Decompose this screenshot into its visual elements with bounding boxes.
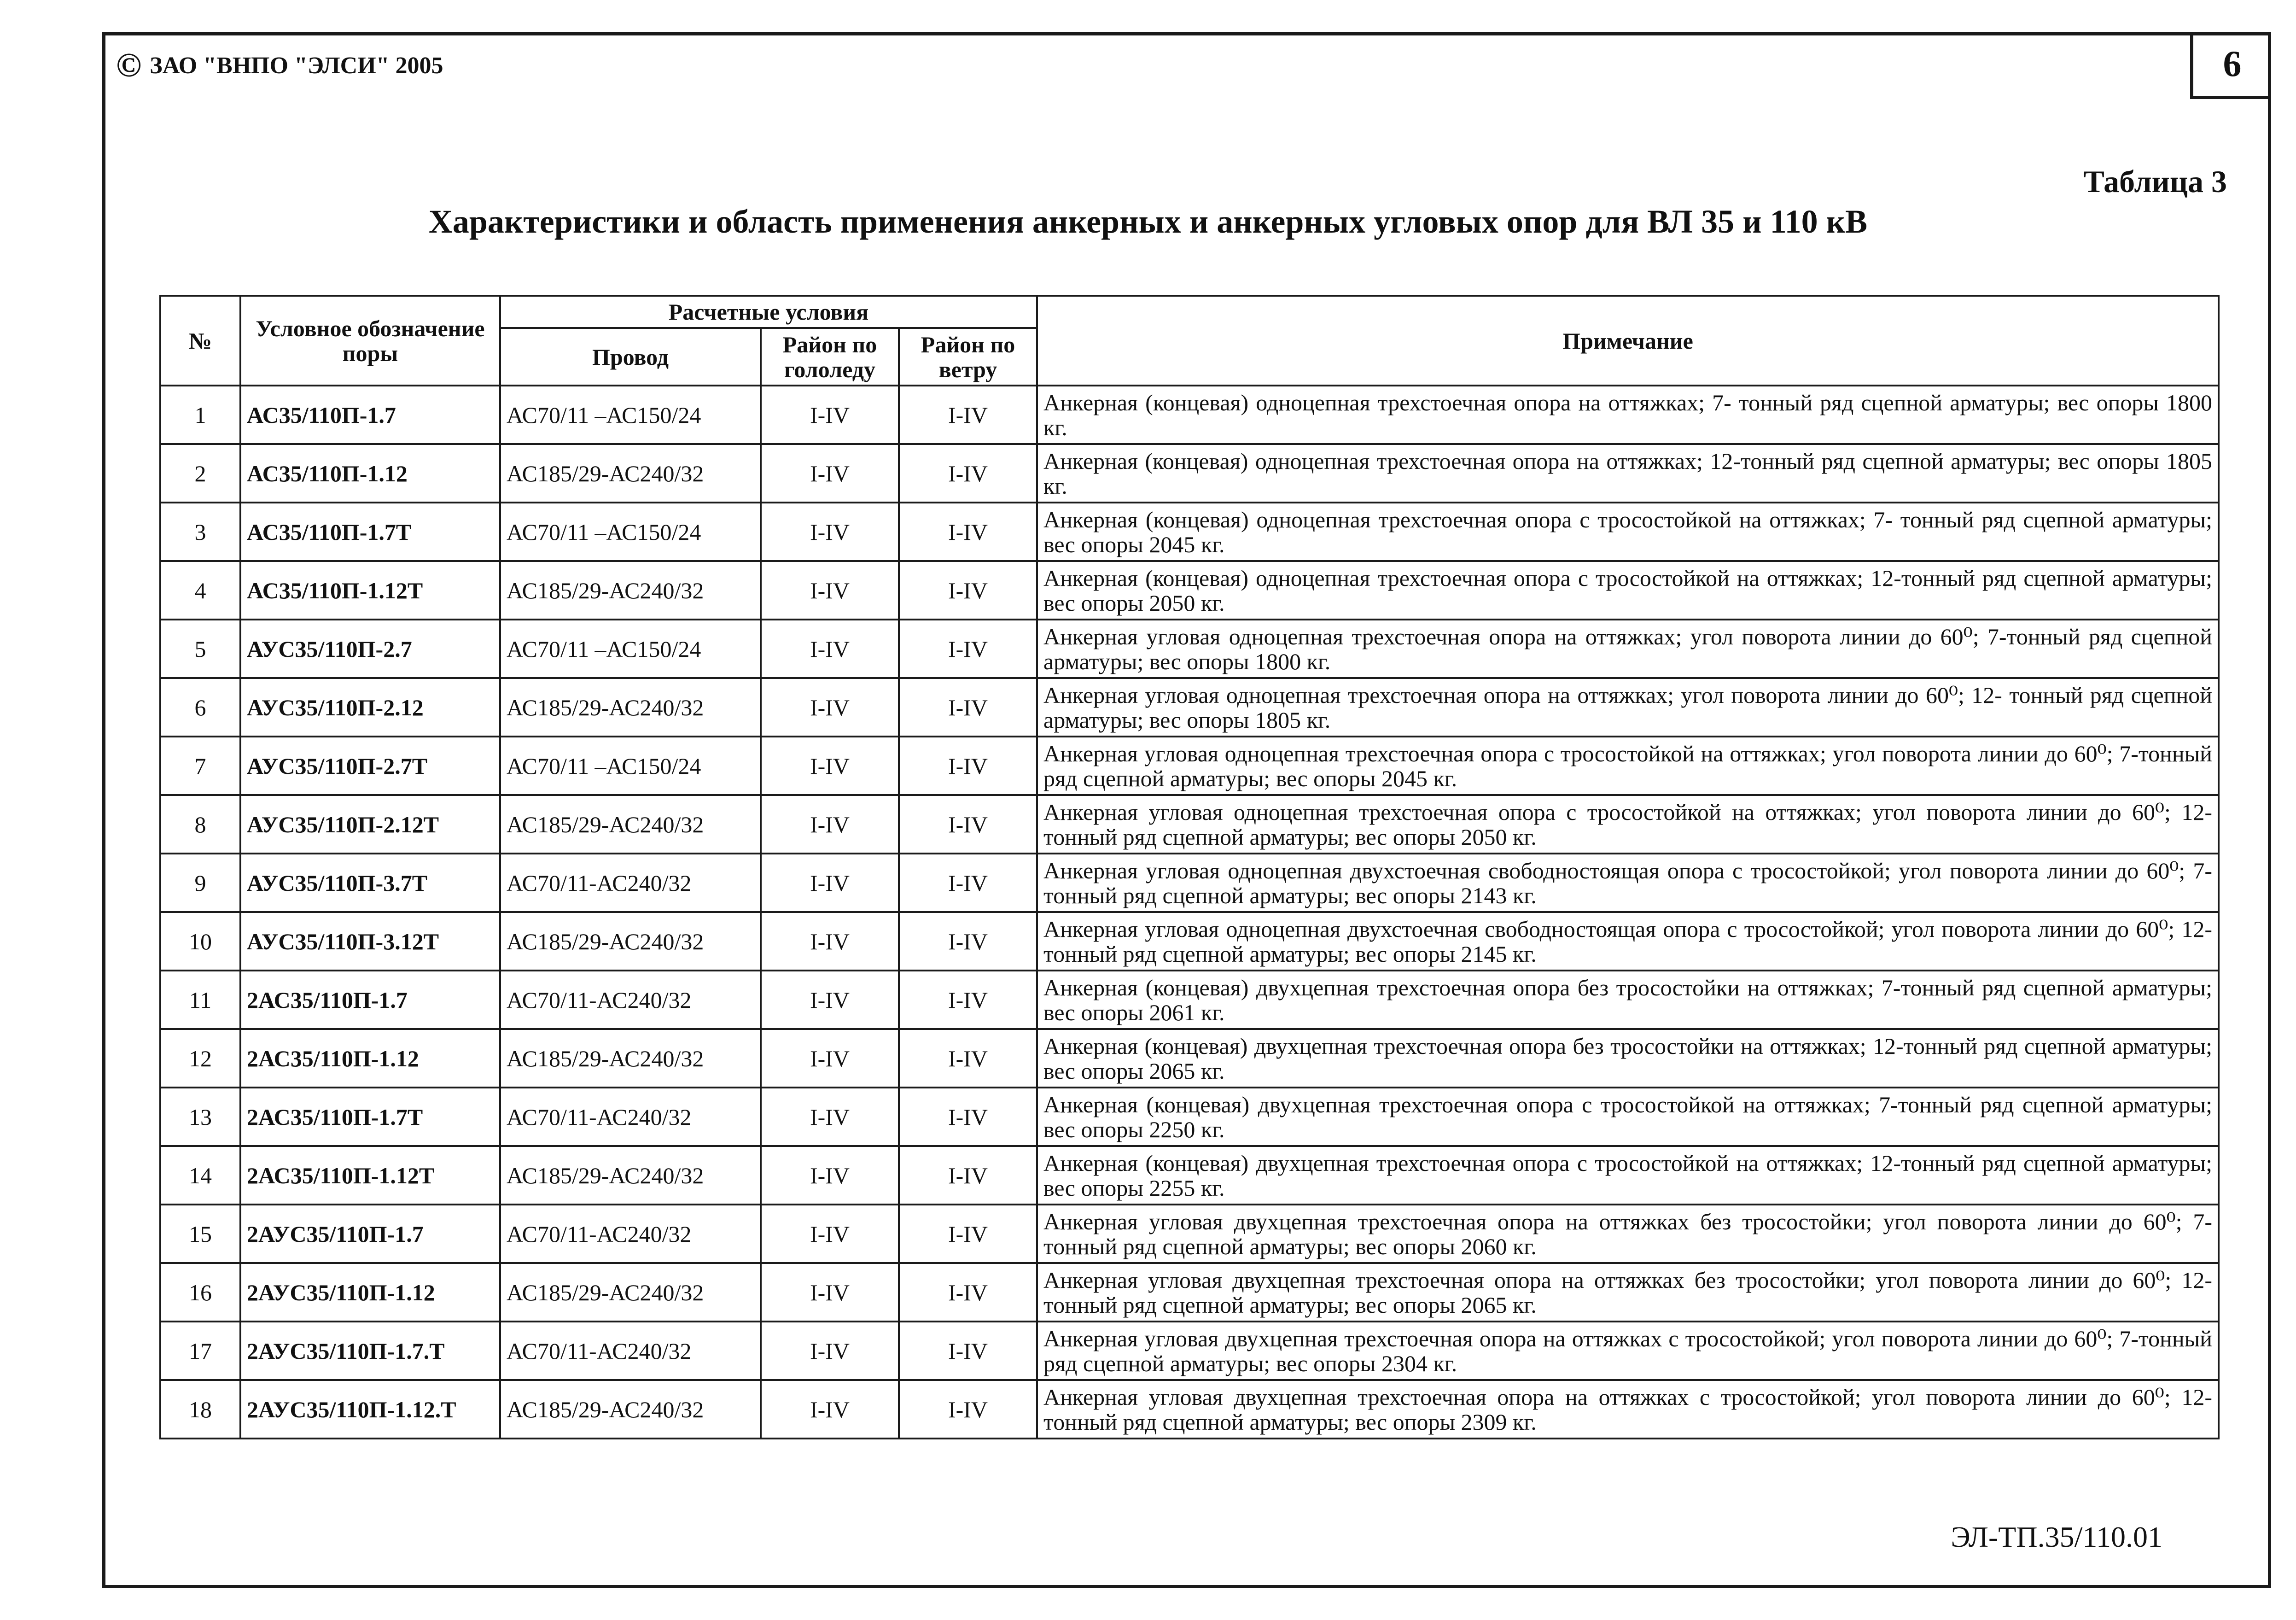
cell-wind: I-IV [899,1088,1037,1146]
cell-wire: АС70/11-АС240/32 [500,1322,761,1380]
cell-wire: АС185/29-АС240/32 [500,795,761,854]
cell-code: АУС35/110П-3.12Т [240,912,500,971]
cell-num: 9 [160,854,240,912]
cell-wind: I-IV [899,1263,1037,1322]
cell-note: Анкерная (концевая) одноцепная трехстоечная опора на оттяжках; 12-тонный ряд сцепной арматуры; вес опоры 1805 кг. [1037,444,2219,503]
cell-code: 2АС35/110П-1.12Т [240,1146,500,1205]
table-row [160,678,2219,737]
cell-code: АС35/110П-1.7Т [240,503,500,561]
cell-num: 13 [160,1088,240,1146]
cell-code: АУС35/110П-2.7Т [240,737,500,795]
column-header-calc-group: Расчетные условия [500,296,1037,328]
table-label: Таблица 3 [2083,164,2227,199]
table-row [160,386,2219,444]
cell-wind: I-IV [899,1029,1037,1088]
column-header-num: № [160,296,240,386]
cell-code: АУС35/110П-2.7 [240,620,500,678]
copyright-icon: © [116,47,142,84]
table-body [160,386,2219,1439]
cell-note: Анкерная (концевая) одноцепная трехстоечная опора на оттяжках; 7- тонный ряд сцепной арматуры; вес опоры 1800 кг. [1037,386,2219,444]
table-row [160,1322,2219,1380]
table-row [160,561,2219,620]
table-row [160,1088,2219,1146]
cell-wind: I-IV [899,620,1037,678]
cell-wind: I-IV [899,971,1037,1029]
cell-code: АС35/110П-1.12Т [240,561,500,620]
cell-note: Анкерная (концевая) двухцепная трехстоечная опора без тросостойки на оттяжках; 12-тонный ряд сцепной арматуры; вес опоры 2065 кг. [1037,1029,2219,1088]
cell-code: 2АУС35/110П-1.12 [240,1263,500,1322]
document-title: Характеристики и область применения анкерных и анкерных угловых опор для ВЛ 35 и 110 кВ [428,203,1868,240]
cell-code: 2АС35/110П-1.7Т [240,1088,500,1146]
cell-num: 7 [160,737,240,795]
cell-ice: I-IV [761,1088,899,1146]
cell-wire: АС70/11 –АС150/24 [500,620,761,678]
column-header-code: Условное обозначение поры [240,296,500,386]
cell-num: 2 [160,444,240,503]
cell-wind: I-IV [899,1322,1037,1380]
cell-num: 17 [160,1322,240,1380]
cell-note: Анкерная угловая одноцепная трехстоечная опора с тросостойкой на оттяжках; угол поворота линии до 60⁰; 12-тонный ряд сцепной арматуры; вес опоры 2050 кг. [1037,795,2219,854]
cell-code: АС35/110П-1.12 [240,444,500,503]
cell-ice: I-IV [761,854,899,912]
cell-wire: АС185/29-АС240/32 [500,1380,761,1439]
cell-code: 2АУС35/110П-1.7.Т [240,1322,500,1380]
cell-ice: I-IV [761,503,899,561]
cell-note: Анкерная (концевая) двухцепная трехстоечная опора без тросостойки на оттяжках; 7-тонный ряд сцепной арматуры; вес опоры 2061 кг. [1037,971,2219,1029]
cell-wire: АС185/29-АС240/32 [500,912,761,971]
cell-note: Анкерная угловая двухцепная трехстоечная опора на оттяжках без тросостойки; угол поворота линии до 60⁰; 7-тонный ряд сцепной арматуры; вес опоры 2060 кг. [1037,1205,2219,1263]
table-row [160,620,2219,678]
cell-note: Анкерная угловая двухцепная трехстоечная опора на оттяжках с тросостойкой; угол поворота линии до 60⁰; 12-тонный ряд сцепной арматуры; вес опоры 2309 кг. [1037,1380,2219,1439]
cell-note: Анкерная (концевая) двухцепная трехстоечная опора с тросостойкой на оттяжках; 7-тонный ряд сцепной арматуры; вес опоры 2250 кг. [1037,1088,2219,1146]
cell-code: 2АУС35/110П-1.12.Т [240,1380,500,1439]
cell-wind: I-IV [899,386,1037,444]
cell-num: 6 [160,678,240,737]
table-row [160,1029,2219,1088]
cell-ice: I-IV [761,1205,899,1263]
cell-wind: I-IV [899,854,1037,912]
cell-code: 2АУС35/110П-1.7 [240,1205,500,1263]
copyright-line [116,48,443,82]
cell-ice: I-IV [761,912,899,971]
cell-ice: I-IV [761,620,899,678]
table-row [160,1205,2219,1263]
cell-wire: АС185/29-АС240/32 [500,1029,761,1088]
cell-ice: I-IV [761,795,899,854]
cell-num: 15 [160,1205,240,1263]
cell-num: 18 [160,1380,240,1439]
cell-code: АУС35/110П-3.7Т [240,854,500,912]
cell-note: Анкерная угловая одноцепная трехстоечная опора на оттяжках; угол поворота линии до 60⁰; 12- тонный ряд сцепной арматуры; вес опоры 1805 кг. [1037,678,2219,737]
cell-wind: I-IV [899,678,1037,737]
table-row [160,912,2219,971]
cell-ice: I-IV [761,678,899,737]
table-row [160,795,2219,854]
cell-code: АС35/110П-1.7 [240,386,500,444]
cell-code: АУС35/110П-2.12Т [240,795,500,854]
cell-num: 5 [160,620,240,678]
cell-ice: I-IV [761,1263,899,1322]
cell-wire: АС185/29-АС240/32 [500,1263,761,1322]
cell-ice: I-IV [761,971,899,1029]
cell-wind: I-IV [899,912,1037,971]
cell-code: 2АС35/110П-1.7 [240,971,500,1029]
cell-ice: I-IV [761,1146,899,1205]
cell-ice: I-IV [761,561,899,620]
cell-wind: I-IV [899,1146,1037,1205]
cell-num: 10 [160,912,240,971]
cell-wire: АС70/11 –АС150/24 [500,386,761,444]
cell-note: Анкерная (концевая) одноцепная трехстоечная опора с тросостойкой на оттяжках; 7- тонный ряд сцепной арматуры; вес опоры 2045 кг. [1037,503,2219,561]
column-header-note: Примечание [1037,296,2219,386]
table-row [160,854,2219,912]
copyright-text: ЗАО "ВНПО "ЭЛСИ" 2005 [150,52,443,79]
cell-code: АУС35/110П-2.12 [240,678,500,737]
table-row [160,737,2219,795]
cell-wind: I-IV [899,503,1037,561]
cell-ice: I-IV [761,444,899,503]
cell-wire: АС185/29-АС240/32 [500,1146,761,1205]
cell-wire: АС185/29-АС240/32 [500,561,761,620]
cell-num: 11 [160,971,240,1029]
table-row [160,503,2219,561]
cell-note: Анкерная угловая двухцепная трехстоечная опора на оттяжках без тросостойки; угол поворота линии до 60⁰; 12-тонный ряд сцепной арматуры; вес опоры 2065 кг. [1037,1263,2219,1322]
table-row [160,1263,2219,1322]
supports-table [159,295,2220,1439]
table-row [160,1146,2219,1205]
column-header-ice: Район по гололеду [761,328,899,386]
cell-num: 1 [160,386,240,444]
page-number: 6 [2190,32,2271,99]
cell-code: 2АС35/110П-1.12 [240,1029,500,1088]
cell-ice: I-IV [761,386,899,444]
cell-ice: I-IV [761,1380,899,1439]
cell-wire: АС185/29-АС240/32 [500,444,761,503]
cell-wire: АС185/29-АС240/32 [500,678,761,737]
cell-wind: I-IV [899,1380,1037,1439]
cell-note: Анкерная угловая одноцепная трехстоечная опора на оттяжках; угол поворота линии до 60⁰; 7-тонный ряд сцепной арматуры; вес опоры 1800 кг. [1037,620,2219,678]
cell-note: Анкерная угловая двухцепная трехстоечная опора на оттяжках с тросостойкой; угол поворота линии до 60⁰; 7-тонный ряд сцепной арматуры; вес опоры 2304 кг. [1037,1322,2219,1380]
cell-note: Анкерная угловая одноцепная двухстоечная свободностоящая опора с тросостойкой; угол поворота линии до 60⁰; 12-тонный ряд сцепной арматуры; вес опоры 2145 кг. [1037,912,2219,971]
cell-note: Анкерная (концевая) двухцепная трехстоечная опора с тросостойкой на оттяжках; 12-тонный ряд сцепной арматуры; вес опоры 2255 кг. [1037,1146,2219,1205]
cell-wire: АС70/11 –АС150/24 [500,737,761,795]
cell-num: 12 [160,1029,240,1088]
cell-wire: АС70/11-АС240/32 [500,854,761,912]
cell-note: Анкерная угловая одноцепная двухстоечная свободностоящая опора с тросостойкой; угол поворота линии до 60⁰; 7-тонный ряд сцепной арматуры; вес опоры 2143 кг. [1037,854,2219,912]
cell-wire: АС70/11-АС240/32 [500,971,761,1029]
document-code: ЭЛ-ТП.35/110.01 [1951,1521,2162,1553]
cell-num: 14 [160,1146,240,1205]
cell-num: 3 [160,503,240,561]
cell-wire: АС70/11-АС240/32 [500,1205,761,1263]
table-row [160,1380,2219,1439]
cell-wind: I-IV [899,1205,1037,1263]
cell-wire: АС70/11 –АС150/24 [500,503,761,561]
cell-num: 8 [160,795,240,854]
cell-wind: I-IV [899,561,1037,620]
cell-note: Анкерная угловая одноцепная трехстоечная опора с тросостойкой на оттяжках; угол поворота линии до 60⁰; 7-тонный ряд сцепной арматуры; вес опоры 2045 кг. [1037,737,2219,795]
cell-wind: I-IV [899,795,1037,854]
column-header-wind: Район по ветру [899,328,1037,386]
column-header-wire: Провод [500,328,761,386]
cell-ice: I-IV [761,737,899,795]
cell-note: Анкерная (концевая) одноцепная трехстоечная опора с тросостойкой на оттяжках; 12-тонный ряд сцепной арматуры; вес опоры 2050 кг. [1037,561,2219,620]
table-row [160,444,2219,503]
cell-wind: I-IV [899,444,1037,503]
cell-num: 4 [160,561,240,620]
cell-num: 16 [160,1263,240,1322]
cell-wire: АС70/11-АС240/32 [500,1088,761,1146]
cell-wind: I-IV [899,737,1037,795]
cell-ice: I-IV [761,1322,899,1380]
cell-ice: I-IV [761,1029,899,1088]
table-row [160,971,2219,1029]
